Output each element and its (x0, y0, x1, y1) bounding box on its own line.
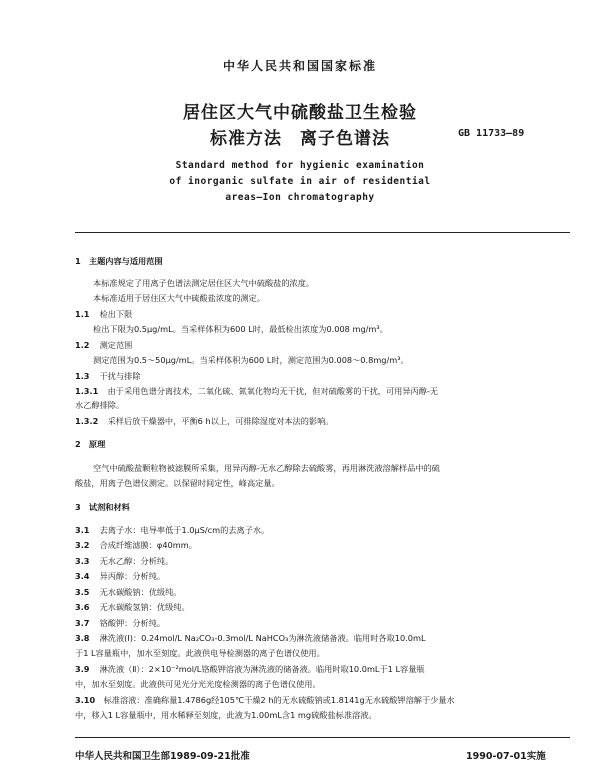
item-number: 3.6 (75, 602, 90, 612)
section-1-para-1: 本标准规定了用离子色谱法测定居住区大气中硫酸盐的浓度。 (93, 278, 315, 288)
gb-code: GB 11733—89 (458, 128, 525, 139)
list-item (75, 539, 197, 551)
section-1-3-2-text: 采样后放干燥器中，平衡6 h以上，可排除湿度对本法的影响。 (107, 416, 334, 426)
item-number: 3.1 (75, 525, 90, 535)
item-number: 3.7 (75, 618, 90, 628)
approval-note: 中华人民共和国卫生部1989-09-21批准 (75, 751, 250, 762)
section-3-10 (75, 694, 455, 706)
section-2-text-b: 酸盐，用离子色谱仪测定。以保留时间定性，峰高定量。 (75, 478, 280, 488)
english-title-line1: Standard method for hygienic examination (175, 160, 425, 171)
document-title-line2: 标准方法 离子色谱法 (210, 129, 390, 149)
english-title-line3: areas—Ion chromatography (225, 192, 375, 203)
item-number: 3.5 (75, 587, 90, 597)
national-standard-heading: 中华人民共和国国家标准 (222, 59, 377, 73)
document-title-line1: 居住区大气中硫酸盐卫生检验 (183, 103, 417, 123)
top-divider (75, 232, 570, 233)
item-number: 3.3 (75, 556, 90, 566)
section-3-8-text-b: 于1 L容量瓶中，加水至刻度。此液供电导检测器的离子色谱仪使用。 (75, 648, 325, 658)
section-number: 3.9 (75, 664, 90, 674)
section-1-2-text: 测定范围为0.5～50μg/mL。当采样体积为600 L时，测定范围为0.008～0.8mg/m³。 (93, 355, 409, 365)
list-item (75, 586, 182, 598)
section-1-3-2 (75, 415, 334, 427)
section-3-9-text-a: 淋洗液（Ⅱ）：2×10⁻²mol/L铬酸钾溶液为淋洗液的储备液。临用时取10.0mL于1 L容量瓶 (99, 664, 425, 674)
item-number: 3.2 (75, 540, 90, 550)
section-1-1-title: 检出下限 (99, 309, 133, 319)
bottom-divider (75, 737, 570, 738)
list-item (75, 555, 173, 567)
section-number: 3.8 (75, 633, 90, 643)
item-text: 合成纤维滤膜：φ40mm。 (99, 540, 197, 550)
section-1-3-title: 干扰与排除 (99, 371, 141, 381)
section-number: 1.3.1 (75, 386, 99, 396)
section-1-3-1 (75, 385, 438, 397)
list-item (75, 601, 190, 613)
section-1-3-1-text-b: 水乙醇排除。 (75, 400, 125, 410)
item-text: 无水碳酸钠：优级纯。 (99, 587, 182, 597)
section-1-title: 1 主题内容与适用范围 (75, 256, 163, 266)
section-3-10-text-a: 标准溶液：准确称量1.4786g经105℃干燥2 h的无水硫酸钠或1.8141g无水硫酸钾溶解于少量水 (103, 695, 455, 705)
section-1-1 (75, 308, 132, 320)
section-3-9-text-b: 中，加水至刻度。此液供可见光分光光度检测器的离子色谱仪使用。 (75, 679, 321, 689)
section-2-text-a: 空气中硫酸盐颗粒物被滤膜所采集，用异丙醇-无水乙醇除去硫酸雾，再用淋洗液溶解样品中的硫 (93, 463, 440, 473)
item-text: 铬酸钾：分析纯。 (99, 618, 166, 628)
section-3-9 (75, 663, 425, 675)
section-3-title: 3 试剂和材料 (75, 502, 130, 512)
list-item (75, 524, 269, 536)
section-1-3 (75, 370, 141, 382)
section-1-2-title: 测定范围 (99, 340, 133, 350)
section-number: 1.3 (75, 371, 90, 381)
section-1-para-2: 本标准适用于居住区大气中硫酸盐浓度的测定。 (93, 293, 265, 303)
section-1-2 (75, 339, 132, 351)
section-1-3-1-text-a: 由于采用色谱分离技术，二氧化硫、氮氧化物均无干扰，但对硫酸雾的干扰，可用异丙醇-无 (107, 386, 439, 396)
item-text: 异丙醇：分析纯。 (99, 571, 166, 581)
section-3-8-text-a: 淋洗液(Ⅰ)：0.24mol/L Na₂CO₃-0.3mol/L NaHCO₃为淋洗液储备液。临用时各取10.0mL (99, 633, 426, 643)
section-number: 3.10 (75, 695, 96, 705)
section-3-8 (75, 632, 426, 644)
item-text: 无水乙醇：分析纯。 (99, 556, 174, 566)
english-title-line2: of inorganic sulfate in air of residential (169, 176, 431, 187)
section-number: 1.3.2 (75, 416, 99, 426)
list-item (75, 570, 165, 582)
item-text: 无水碳酸氢钠：优级纯。 (99, 602, 190, 612)
item-number: 3.4 (75, 571, 90, 581)
item-text: 去离子水：电导率低于1.0μS/cm的去离子水。 (99, 525, 270, 535)
implementation-date: 1990-07-01实施 (466, 751, 546, 762)
section-3-10-text-b: 中，移入1 L容量瓶中，用水稀释至刻度，此液为1.00mL含1 mg硫酸盐标准溶液。 (75, 710, 377, 720)
list-item (75, 617, 165, 629)
section-1-1-text: 检出下限为0.5μg/mL。当采样体积为600 L时，最低检出浓度为0.008 mg/m³。 (93, 324, 388, 334)
section-2-title: 2 原理 (75, 439, 106, 449)
section-number: 1.1 (75, 309, 90, 319)
section-number: 1.2 (75, 340, 90, 350)
